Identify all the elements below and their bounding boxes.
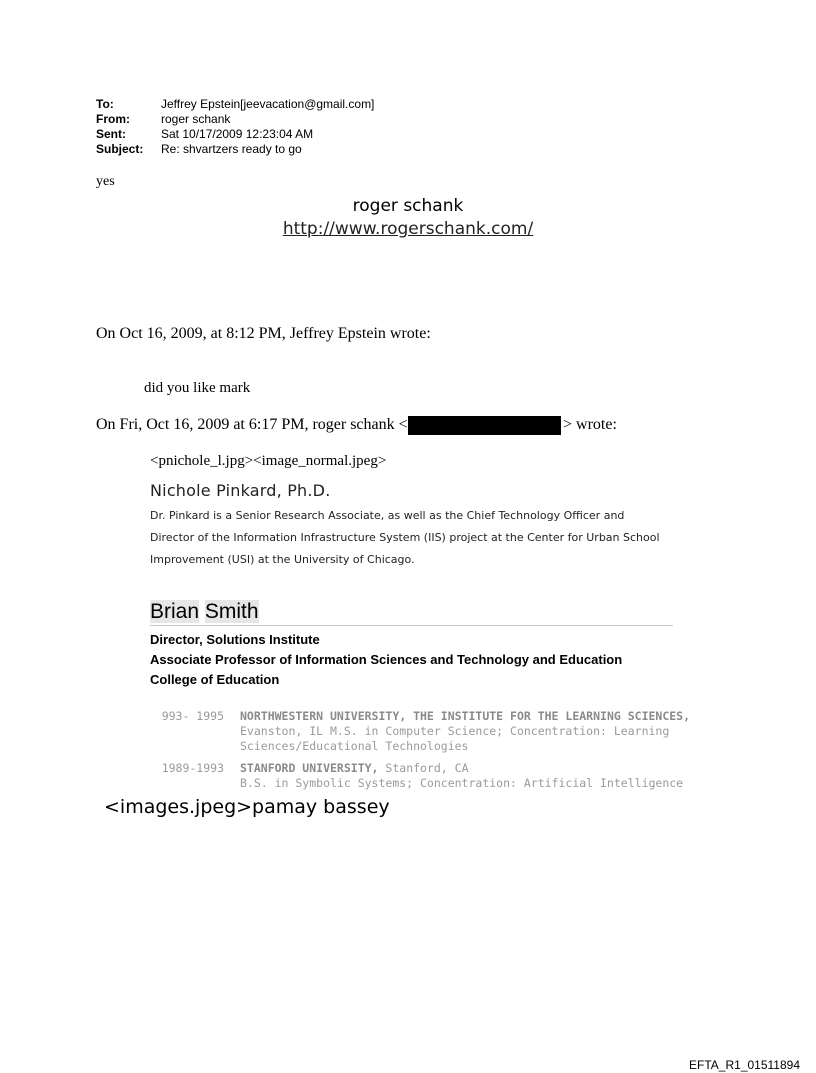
smith-name [150, 600, 259, 624]
to-label: To: [96, 97, 114, 111]
smith-last-name: Smith [204, 600, 259, 623]
smith-title-1: Director, Solutions Institute [150, 632, 320, 647]
edu-detail-2b: B.S. in Symbolic Systems; Concentration: Artificial Intelligence [240, 776, 684, 790]
smith-title-3: College of Education [150, 672, 280, 687]
quote1-intro: On Oct 16, 2009, at 8:12 PM, Jeffrey Epstein wrote: [96, 325, 431, 342]
smith-first-name: Brian [150, 600, 200, 623]
subject-label: Subject: [96, 142, 144, 156]
edu-school-2: STANFORD UNIVERSITY, [240, 761, 379, 775]
edu-detail-1: Evanston, IL M.S. in Computer Science; Concentration: Learning Sciences/Educational Technologies [240, 724, 670, 753]
redaction-block [408, 416, 561, 435]
smith-title-2: Associate Professor of Information Sciences and Technology and Education [150, 652, 623, 667]
quote1-text: did you like mark [144, 380, 251, 396]
edu-years-1: 993- 1995 [161, 709, 224, 723]
signature-url[interactable]: http://www.rogerschank.com/ [282, 219, 534, 239]
sent-value: Sat 10/17/2009 12:23:04 AM [161, 127, 314, 141]
smith-divider [150, 625, 673, 626]
from-value: roger schank [161, 112, 231, 126]
pinkard-bio: Dr. Pinkard is a Senior Research Associate, as well as the Chief Technology Officer and Director of the Information Infrastructure System (IIS) project at the Center for Urban School Improvement (USI) at the University of Chicago. [150, 509, 660, 566]
signature-name: roger schank [352, 196, 464, 216]
subject-value: Re: shvartzers ready to go [161, 142, 302, 156]
edu-entry-1 [240, 709, 740, 754]
signature-link[interactable] [0, 219, 816, 239]
edu-school-1: NORTHWESTERN UNIVERSITY, THE INSTITUTE FOR THE LEARNING SCIENCES, [240, 709, 691, 723]
sent-label: Sent: [96, 127, 126, 141]
edu-detail-2a: Stanford, CA [385, 761, 469, 775]
images-line: <images.jpeg>pamay bassey [104, 796, 390, 818]
reply-text: yes [96, 174, 115, 189]
edu-entry-2 [240, 761, 740, 791]
edu-years-2: 1989-1993 [161, 761, 224, 775]
quote2-intro-suffix: > wrote: [563, 416, 617, 433]
to-value: Jeffrey Epstein[jeevacation@gmail.com] [161, 97, 375, 111]
from-label: From: [96, 112, 130, 126]
pinkard-name: Nichole Pinkard, Ph.D. [150, 481, 331, 500]
attachments-line: <pnichole_l.jpg><image_normal.jpeg> [150, 453, 387, 469]
document-id: EFTA_R1_01511894 [689, 1058, 800, 1072]
quote2-intro-prefix: On Fri, Oct 16, 2009 at 6:17 PM, roger schank < [96, 416, 408, 433]
